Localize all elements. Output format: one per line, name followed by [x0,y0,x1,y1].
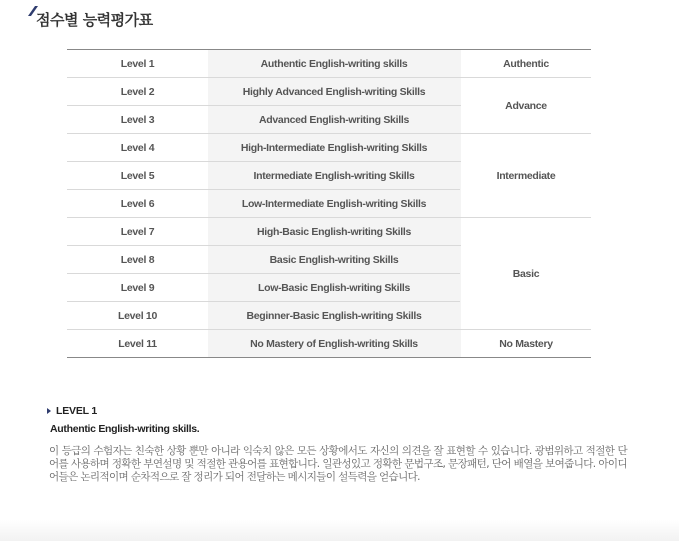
triangle-bullet-icon [47,408,51,414]
page-title-text: 점수별 능력평가표 [36,11,153,29]
detail-heading [47,404,627,418]
table-row [67,330,591,358]
skill-cell: Basic English-writing Skills [208,246,461,274]
level-cell: Level 2 [67,78,208,106]
category-cell-no-mastery: No Mastery [461,330,592,358]
skill-cell: Beginner-Basic English-writing Skills [208,302,461,330]
level-table [67,49,591,358]
table-row [67,218,591,246]
skill-cell: High-Basic English-writing Skills [208,218,461,246]
level-cell: Level 7 [67,218,208,246]
skill-cell: No Mastery of English-writing Skills [208,330,461,358]
level-cell: Level 8 [67,246,208,274]
category-cell-authentic: Authentic [461,50,592,78]
level-cell: Level 10 [67,302,208,330]
skill-cell: Authentic English-writing skills [208,50,461,78]
bottom-fade-divider [0,520,679,541]
skill-cell: Intermediate English-writing Skills [208,162,461,190]
level-cell: Level 3 [67,106,208,134]
category-cell-basic: Basic [461,218,592,330]
skill-cell: High-Intermediate English-writing Skills [208,134,461,162]
detail-subtitle: Authentic English-writing skills. [50,423,200,435]
category-cell-intermediate: Intermediate [461,134,592,218]
level-cell: Level 6 [67,190,208,218]
table-row [67,134,591,162]
category-cell-advance: Advance [461,78,592,134]
table-row [67,78,591,106]
level-detail [47,404,627,484]
skill-cell: Low-Intermediate English-writing Skills [208,190,461,218]
detail-description: 이 등급의 수험자는 친숙한 상황 뿐만 아니라 익숙치 않은 모든 상황에서도 자신의 의견을 잘 표현할 수 있습니다. 광범위하고 적절한 단어를 사용하며 정확한 부연설명 및 적절한 관용어를 표현합니다. 일관성있고 정확한 문법구조, 문장패턴, 단어 배열을 보여줍니다. 아이디어들은 논리적이며 순차적으로 잘 정리가 되어 전달하는 메시지들이 설득력을 얻습니다. [49,445,627,483]
page-title [28,6,228,32]
detail-level-label: LEVEL 1 [56,405,98,417]
level-cell: Level 5 [67,162,208,190]
level-cell: Level 11 [67,330,208,358]
table-row [67,50,591,78]
level-cell: Level 1 [67,50,208,78]
skill-cell: Advanced English-writing Skills [208,106,461,134]
skill-cell: Highly Advanced English-writing Skills [208,78,461,106]
level-cell: Level 4 [67,134,208,162]
level-cell: Level 9 [67,274,208,302]
skill-cell: Low-Basic English-writing Skills [208,274,461,302]
